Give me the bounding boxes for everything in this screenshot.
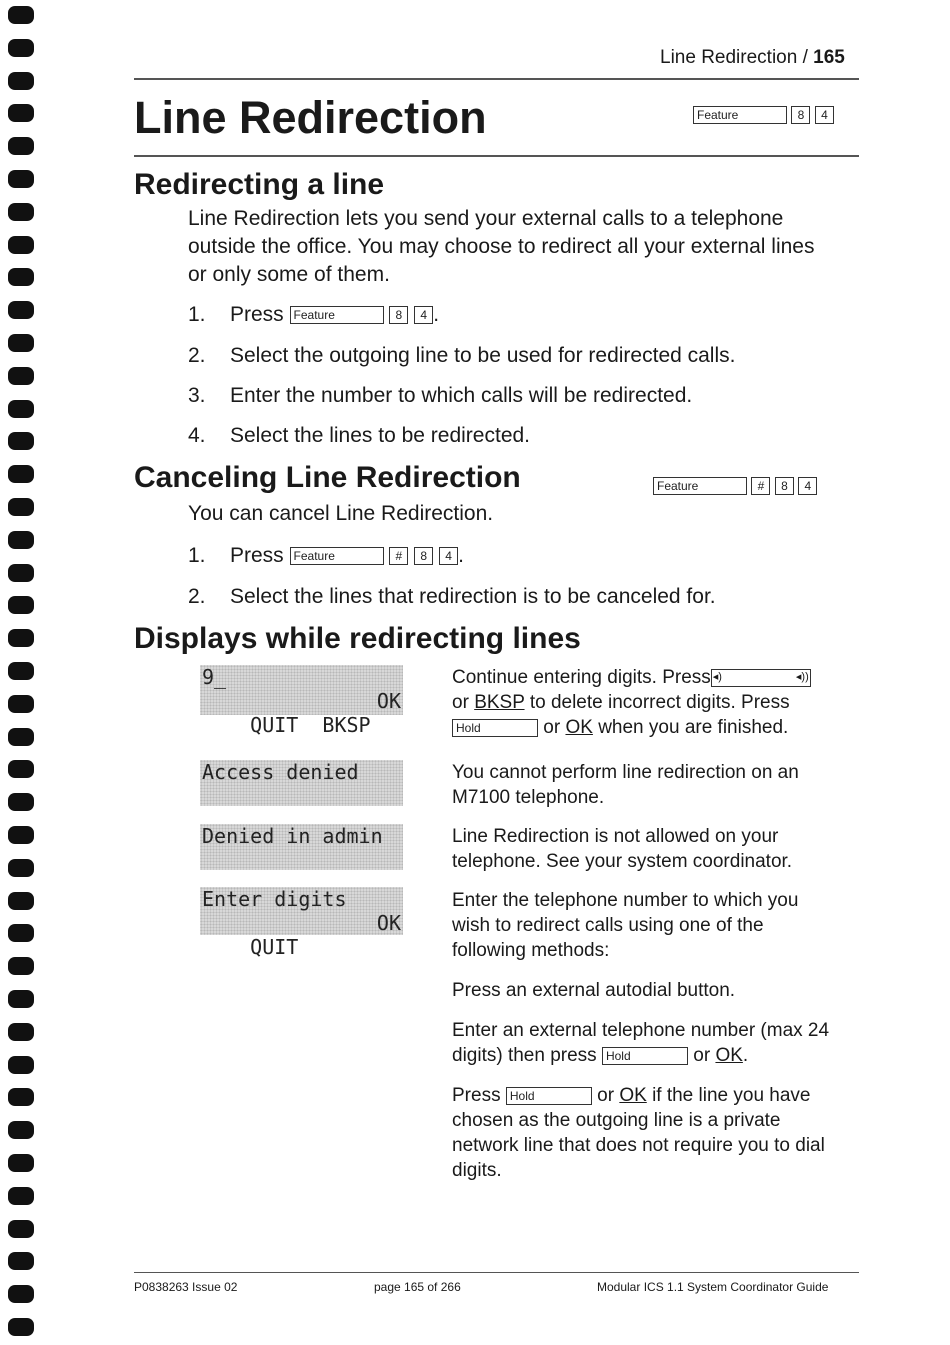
step-text: Press <box>230 544 284 567</box>
binding-hole <box>8 1252 34 1270</box>
desc-text: network line that does not require you to dial <box>452 1135 825 1156</box>
method-private-network <box>452 1083 852 1183</box>
binding-hole <box>8 924 34 942</box>
redirecting-intro <box>188 205 868 289</box>
desc-text: M7100 telephone. <box>452 787 605 808</box>
feature-key: Feature <box>290 306 384 324</box>
desc-text: or <box>693 1045 711 1066</box>
canceling-intro: You can cancel Line Redirection. <box>188 502 494 525</box>
footer-rule <box>134 1272 859 1273</box>
binding-hole <box>8 793 34 811</box>
desc-text: Enter the telephone number to which you <box>452 890 799 911</box>
page-number: 165 <box>813 47 845 68</box>
binding-hole <box>8 892 34 910</box>
step-3 <box>188 382 692 410</box>
display-desc-digits <box>452 665 852 740</box>
display-desc-denied-in-admin <box>452 824 852 874</box>
binding-hole <box>8 104 34 122</box>
desc-text: following methods: <box>452 940 610 961</box>
footer-document-id: P0838263 Issue 02 <box>134 1280 238 1294</box>
binding-hole <box>8 236 34 254</box>
footer-page-count: page 165 of 266 <box>374 1280 461 1294</box>
desc-text: or <box>597 1085 615 1106</box>
cancel-step-1: 1. Press Feature # 8 4 . <box>188 542 464 570</box>
feature-key: Feature <box>653 477 747 495</box>
pound-key: # <box>751 477 770 495</box>
desc-text: to delete incorrect digits. Press <box>529 692 790 713</box>
binding-hole <box>8 1088 34 1106</box>
lcd-display-digits <box>200 665 403 737</box>
binding-hole <box>8 170 34 188</box>
spiral-binding <box>8 0 38 1345</box>
step-2 <box>188 342 735 370</box>
lcd-ok-softkey: OK <box>376 689 401 713</box>
step-text: Select the lines to be redirected. <box>230 424 531 447</box>
desc-text: digits. <box>452 1160 502 1181</box>
step-number: 4. <box>188 424 206 447</box>
section-heading-canceling: Canceling Line Redirection <box>134 461 521 494</box>
digit-key-4: 4 <box>414 306 433 324</box>
step-text: Select the outgoing line to be used for redirected calls. <box>230 344 736 367</box>
lcd-line-2 <box>200 689 403 737</box>
step-text: Select the lines that redirection is to be canceled for. <box>230 585 716 608</box>
desc-text: when you are finished. <box>598 717 789 738</box>
method-autodial: Press an external autodial button. <box>452 980 736 1001</box>
desc-text: . <box>742 1045 749 1066</box>
page-title: Line Redirection <box>134 92 487 143</box>
method-enter-number <box>452 1018 852 1068</box>
binding-hole <box>8 432 34 450</box>
ok-softkey-label: OK <box>619 1085 647 1106</box>
hold-key: Hold <box>602 1047 688 1065</box>
digit-key-8: 8 <box>389 306 408 324</box>
running-header-section: Line Redirection / <box>660 47 808 68</box>
binding-hole <box>8 859 34 877</box>
ok-softkey-label: OK <box>565 717 593 738</box>
desc-text: or <box>452 692 469 713</box>
binding-hole <box>8 1285 34 1303</box>
binding-hole <box>8 6 34 24</box>
binding-hole <box>8 957 34 975</box>
binding-hole <box>8 203 34 221</box>
cancel-step-2 <box>188 583 716 611</box>
desc-text: digits) then press <box>452 1045 597 1066</box>
binding-hole <box>8 990 34 1008</box>
binding-hole <box>8 301 34 319</box>
desc-text: telephone. See your system coordinator. <box>452 851 793 872</box>
step-number: 3. <box>188 384 206 407</box>
footer-guide-title: Modular ICS 1.1 System Coordinator Guide <box>597 1280 829 1294</box>
binding-hole <box>8 695 34 713</box>
binding-hole <box>8 465 34 483</box>
hold-key: Hold <box>452 719 538 737</box>
binding-hole <box>8 564 34 582</box>
intro-line: outside the office. You may choose to redirect all your external lines <box>188 235 815 258</box>
binding-hole <box>8 1318 34 1336</box>
title-key-sequence <box>693 106 834 124</box>
desc-text: Press <box>452 1085 501 1106</box>
canceling-key-sequence <box>653 477 817 495</box>
lcd-line-2 <box>200 911 403 959</box>
binding-hole <box>8 629 34 647</box>
desc-text: Line Redirection is not allowed on your <box>452 826 779 847</box>
step-text: Enter the number to which calls will be redirected. <box>230 384 693 407</box>
section-heading-redirecting: Redirecting a line <box>134 168 385 201</box>
digit-key-4: 4 <box>798 477 817 495</box>
display-desc-access-denied <box>452 760 852 810</box>
digit-key-4: 4 <box>439 547 458 565</box>
desc-text: wish to redirect calls using one of the <box>452 915 764 936</box>
binding-hole <box>8 39 34 57</box>
desc-text: You cannot perform line redirection on an <box>452 762 799 783</box>
digit-key-8: 8 <box>791 106 810 124</box>
binding-hole <box>8 596 34 614</box>
bksp-softkey-label: BKSP <box>474 692 525 713</box>
binding-hole <box>8 1187 34 1205</box>
binding-hole <box>8 137 34 155</box>
binding-hole <box>8 1220 34 1238</box>
binding-hole <box>8 268 34 286</box>
desc-text: if the line you have <box>652 1085 811 1106</box>
lcd-line-1: Enter digits <box>202 887 347 911</box>
step-number: 1. <box>188 303 206 326</box>
step-4 <box>188 422 530 450</box>
digit-key-4: 4 <box>815 106 834 124</box>
binding-hole <box>8 662 34 680</box>
running-header <box>660 47 845 69</box>
volume-up-icon: ◂)) <box>795 670 809 683</box>
lcd-ok-softkey: OK <box>376 911 401 935</box>
lcd-display-denied-in-admin <box>200 824 403 870</box>
binding-hole <box>8 367 34 385</box>
intro-line: Line Redirection lets you send your external calls to a telephone <box>188 207 784 230</box>
pound-key: # <box>389 547 408 565</box>
binding-hole <box>8 1056 34 1074</box>
lcd-display-access-denied <box>200 760 403 806</box>
lcd-display-enter-digits <box>200 887 403 959</box>
ok-softkey-label: OK <box>715 1045 743 1066</box>
lcd-line-1: Access denied <box>202 760 359 784</box>
binding-hole <box>8 531 34 549</box>
desc-text: or <box>543 717 561 738</box>
binding-hole <box>8 826 34 844</box>
binding-hole <box>8 1023 34 1041</box>
step-text: Press <box>230 303 284 326</box>
step-1: 1. Press Feature 8 4 . <box>188 301 439 329</box>
digit-key-8: 8 <box>414 547 433 565</box>
digit-key-8: 8 <box>775 477 794 495</box>
section-heading-displays: Displays while redirecting lines <box>134 622 581 655</box>
binding-hole <box>8 498 34 516</box>
volume-key <box>711 669 811 687</box>
desc-text: Enter an external telephone number (max 24 <box>452 1020 830 1041</box>
binding-hole <box>8 760 34 778</box>
binding-hole <box>8 728 34 746</box>
hold-key: Hold <box>506 1087 592 1105</box>
desc-text: chosen as the outgoing line is a private <box>452 1110 781 1131</box>
step-number: 2. <box>188 344 206 367</box>
binding-hole <box>8 400 34 418</box>
binding-hole <box>8 334 34 352</box>
intro-line: or only some of them. <box>188 263 390 286</box>
title-rule <box>134 155 859 157</box>
step-number: 1. <box>188 544 206 567</box>
header-rule <box>134 78 859 80</box>
step-number: 2. <box>188 585 206 608</box>
binding-hole <box>8 1154 34 1172</box>
lcd-softkeys: QUIT BKSP <box>250 713 371 737</box>
lcd-quit-softkey: QUIT <box>250 935 299 959</box>
feature-key: Feature <box>290 547 384 565</box>
binding-hole <box>8 72 34 90</box>
lcd-line-1: 9_ <box>202 665 227 689</box>
binding-hole <box>8 1121 34 1139</box>
volume-down-icon: ◂) <box>712 670 722 683</box>
lcd-line-1: Denied in admin <box>202 824 383 848</box>
display-desc-enter-digits <box>452 888 852 963</box>
desc-text: Continue entering digits. Press <box>452 667 711 688</box>
feature-key: Feature <box>693 106 787 124</box>
